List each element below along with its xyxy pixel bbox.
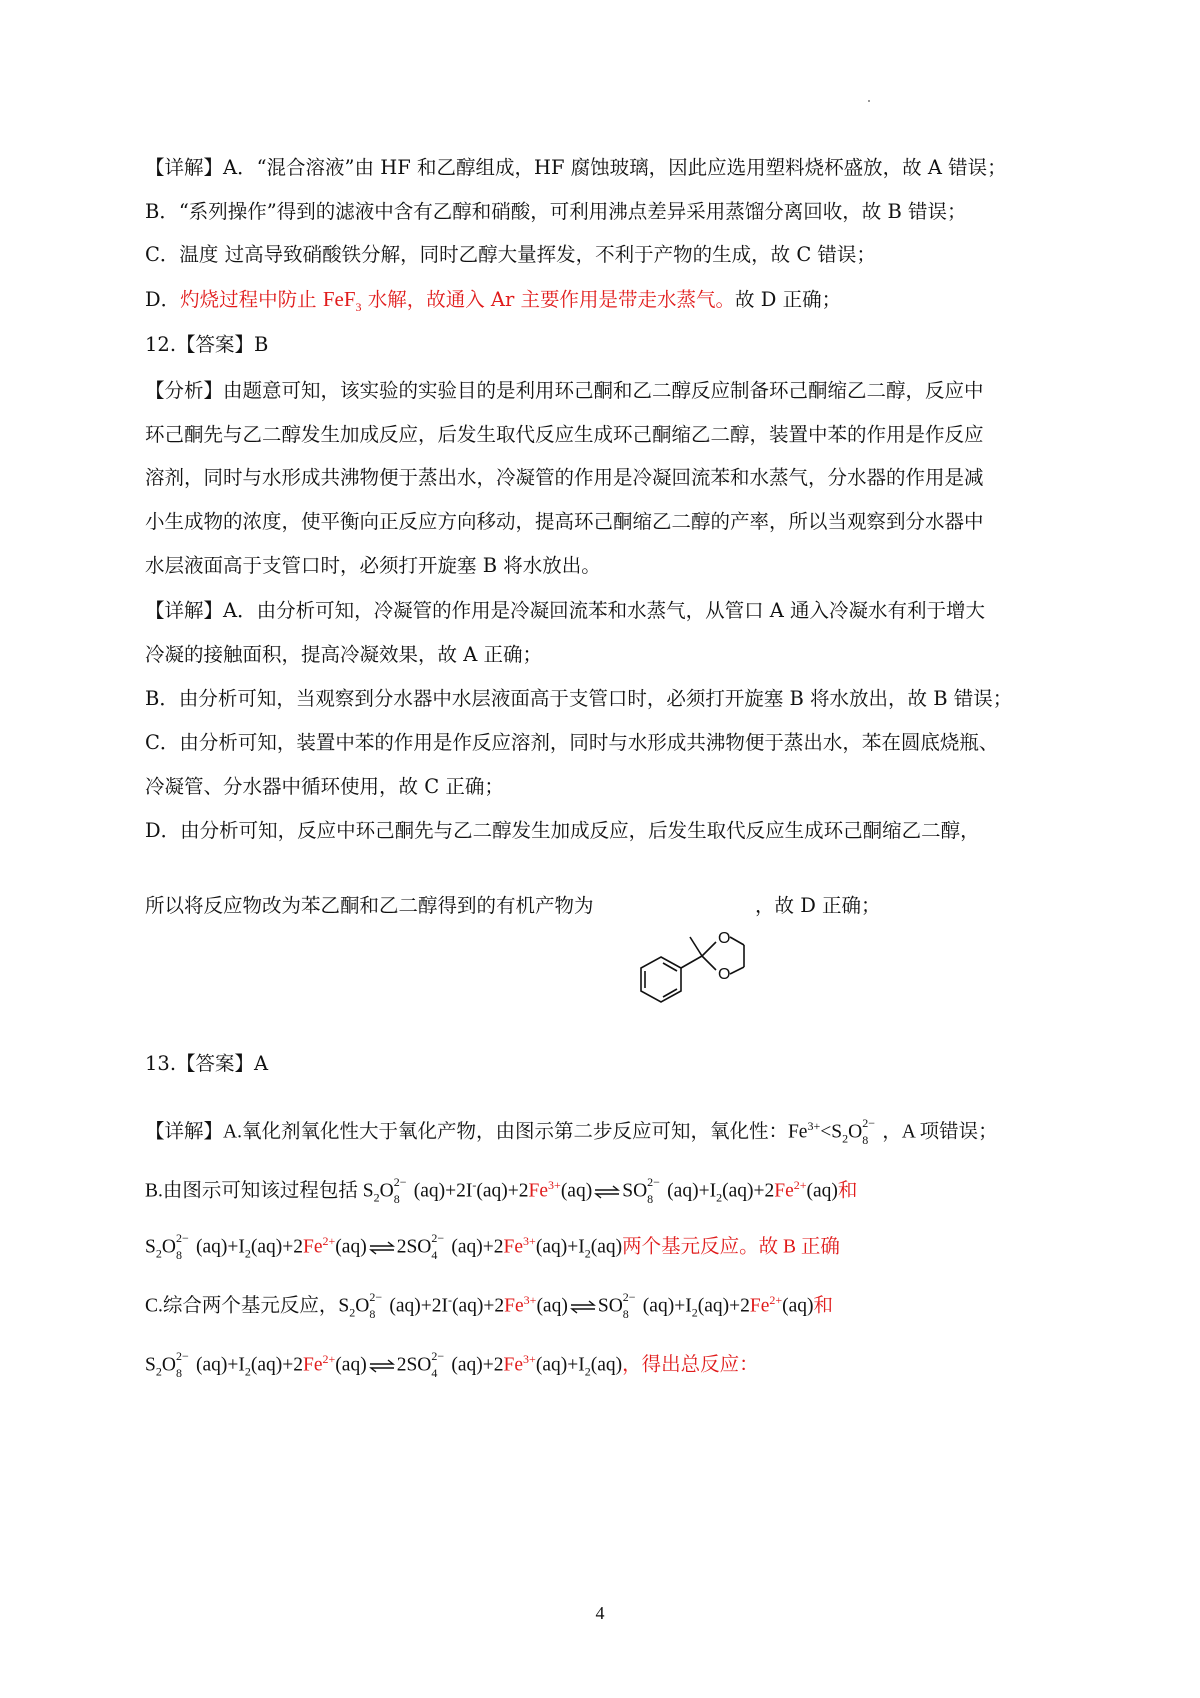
q13-option-b-eq2: $S_2O$ 2− 8 $(aq)+I_2(aq)+2Fe^{2+}(aq)$ 2SO 2− 4 $(aq)+2Fe^{3+}(aq)+I_2(aq)$两个基元反应。故 B 正确 (145, 1231, 840, 1263)
q12-answer: 12.【答案】B (145, 333, 269, 356)
equilibrium-arrow-icon (369, 1241, 395, 1255)
q13-option-c-eq2: $S_2O$ 2− 8 $(aq)+I_2(aq)+2Fe^{2+}(aq)$ 2SO 2− 4 $(aq)+2Fe^{3+}(aq)+I_2(aq)$，得出总反应： (145, 1349, 759, 1381)
benzene-ring (641, 957, 681, 1002)
q12-detail-line: 冷凝管、分水器中循环使用，故 C 正确； (145, 775, 504, 798)
q12-analysis-line: 小生成物的浓度，使平衡向正反应方向移动，提高环己酮缩乙二醇的产率，所以当观察到分水器中 (145, 510, 984, 533)
q12-d-product-line-prefix: 所以将反应物改为苯乙酮和乙二醇得到的有机产物为 (145, 894, 594, 917)
q11-option-d: D．灼烧过程中防止 FeF$_3$ 水解，故通入 Ar 主要作用是带走水蒸气。故 D 正确； (145, 287, 842, 315)
q12-detail-line: 冷凝的接触面积，提高冷凝效果，故 A 正确； (145, 643, 542, 666)
q12-detail-line: B．由分析可知，当观察到分水器中水层液面高于支管口时，必须打开旋塞 B 将水放出，故 B 错误； (145, 687, 1013, 710)
q11-option-b: B．“系列操作”得到的滤液中含有乙醇和硝酸，可利用沸点差异采用蒸馏分离回收，故 B 错误； (145, 200, 967, 223)
q13-answer: 13.【答案】A (145, 1052, 269, 1075)
q12-detail-line: C．由分析可知，装置中苯的作用是作反应溶剂，同时与水形成共沸物便于蒸出水，苯在圆底烧瓶、 (145, 731, 999, 754)
q12-d-product-line-suffix: ，故 D 正确； (755, 894, 881, 917)
q12-detail-line: 【详解】A．由分析可知，冷凝管的作用是冷凝回流苯和水蒸气，从管口 A 通入冷凝水有利于增大 (145, 599, 986, 622)
oxygen-label-bottom: O (718, 966, 731, 983)
q12-detail-line: D．由分析可知，反应中环己酮先与乙二醇发生加成反应，后发生取代反应生成环己酮缩乙二醇， (145, 819, 980, 842)
q12-analysis-line: 【分析】由题意可知，该实验的实验目的是利用环己酮和乙二醇反应制备环己酮缩乙二醇，反应中 (145, 379, 984, 402)
q12-analysis-line: 环己酮先与乙二醇发生加成反应，后发生取代反应生成环己酮缩乙二醇，装置中苯的作用是作反应 (145, 423, 984, 446)
aryl-bond (681, 956, 702, 968)
q11-option-c: C．温度 过高导致硝酸铁分解，同时乙醇大量挥发，不利于产物的生成，故 C 错误； (145, 243, 876, 266)
q13-option-c-eq1: C.综合两个基元反应，$S_2O$ 2− 8 $(aq)+2I^-(aq)+2Fe^{3+}(aq)$ SO 2− 8 $(aq)+I_2(aq)+2Fe^{2+}(aq)$和 (145, 1290, 834, 1322)
q13-detail-a: 【详解】A.氧化剂氧化性大于氧化产物，由图示第二步反应可知，氧化性：$Fe^{3+}<S_2O$ 2− 8 ，A 项错误； (145, 1116, 998, 1148)
stray-dot (868, 100, 870, 102)
methyl-bond (690, 937, 702, 956)
equilibrium-arrow-icon (570, 1300, 596, 1314)
equilibrium-arrow-icon (594, 1185, 620, 1199)
q11-detail-a: 【详解】A．“混合溶液”由 HF 和乙醇组成，HF 腐蚀玻璃，因此应选用塑料烧杯盛放，故 A 错误； (145, 156, 1007, 179)
oxygen-label-top: O (718, 930, 731, 947)
q13-option-b-eq1: B.由图示可知该过程包括 $S_2O$ 2− 8 $(aq)+2I^-(aq)+2Fe^{3+}(aq)$ SO 2− 8 $(aq)+I_2(aq)+2Fe^{2+}(aq)$和 (145, 1175, 858, 1207)
q12-analysis-line: 溶剂，同时与水形成共沸物便于蒸出水，冷凝管的作用是冷凝回流苯和水蒸气，分水器的作用是减 (145, 466, 984, 489)
page-number: 4 (595, 1603, 605, 1623)
equilibrium-arrow-icon (369, 1359, 395, 1373)
q12-analysis-line: 水层液面高于支管口时，必须打开旋塞 B 将水放出。 (145, 554, 601, 577)
dioxolane-structure (636, 915, 756, 1010)
